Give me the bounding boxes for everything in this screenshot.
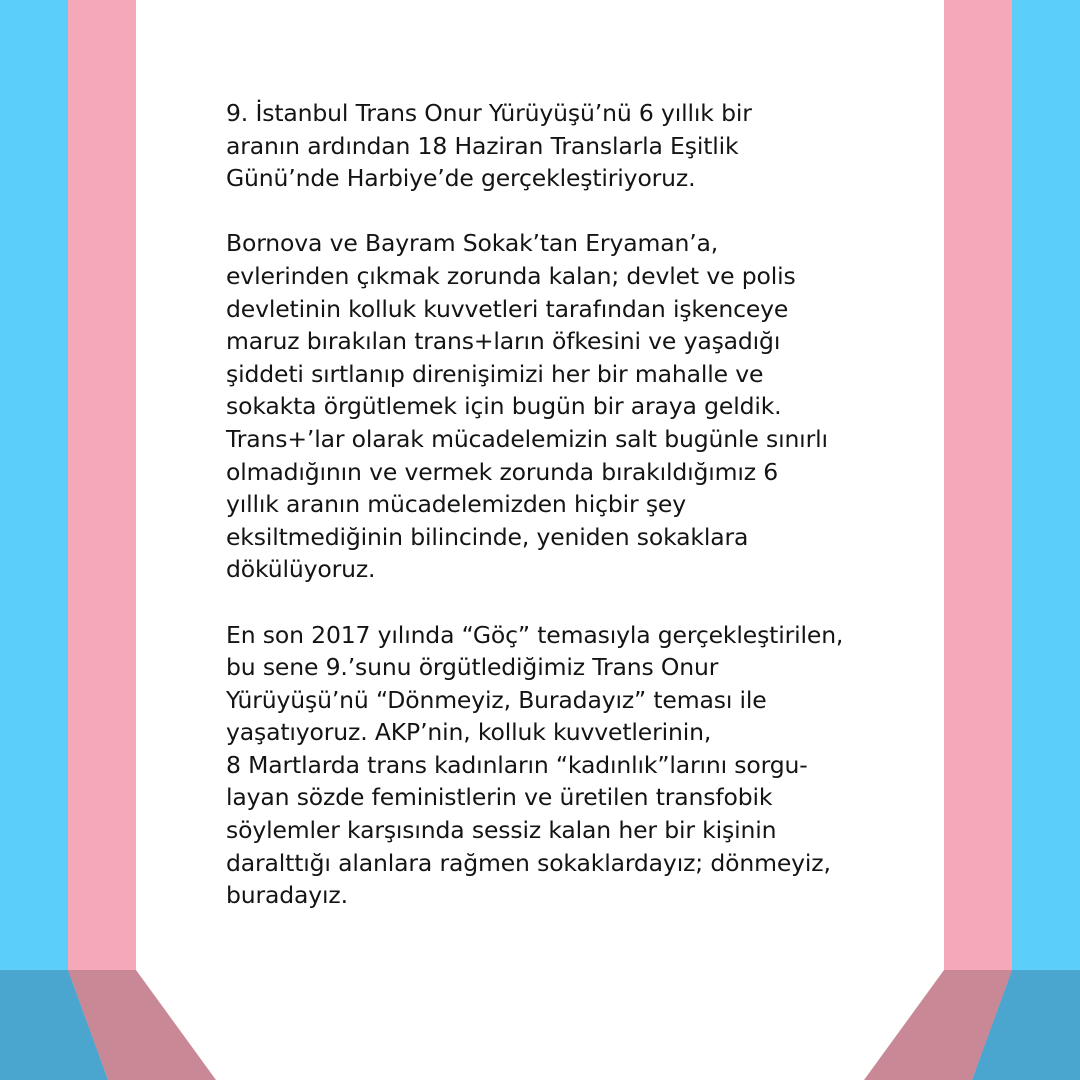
- paragraph-1: [226, 97, 906, 195]
- text-line: Yürüyüşü’nü “Dönmeyiz, Buradayız” teması ile: [226, 685, 767, 714]
- pink-stripe-left: [68, 0, 136, 1080]
- text-line: 9. İstanbul Trans Onur Yürüyüşü’nü 6 yıllık bir: [226, 99, 752, 127]
- text-line: şiddeti sırtlanıp direnişimizi her bir mahalle ve: [226, 359, 764, 388]
- text-line: layan sözde feministlerin ve üretilen transfobik: [226, 783, 773, 812]
- text-line: maruz bırakılan trans+ların öfkesini ve yaşadığı: [226, 327, 781, 356]
- text-line: aranın ardından 18 Haziran Translarla Eşitlik: [226, 131, 739, 160]
- paragraph-3: [226, 619, 906, 912]
- text-line: daralttığı alanlara rağmen sokaklardayız; dönmeyiz,: [226, 848, 831, 877]
- text-line: yıllık aranın mücadelemizden hiçbir şey: [226, 490, 686, 519]
- text-line: evlerinden çıkmak zorunda kalan; devlet ve polis: [226, 261, 796, 290]
- pink-stripe-right: [944, 0, 1012, 1080]
- text-line: bu sene 9.’sunu örgütlediğimiz Trans Onur: [226, 653, 719, 682]
- blue-stripe-right: [1012, 0, 1080, 1080]
- text-line: yaşatıyoruz. AKP’nin, kolluk kuvvetlerinin,: [226, 718, 712, 747]
- paragraph-2: [226, 227, 906, 586]
- text-line: dökülüyoruz.: [226, 555, 376, 584]
- text-line: 8 Martlarda trans kadınların “kadınlık”larını sorgu-: [226, 750, 808, 779]
- text-line: eksiltmediğinin bilincinde, yeniden sokaklara: [226, 522, 749, 551]
- text-line: buradayız.: [226, 881, 348, 910]
- statement-text: [226, 97, 906, 944]
- text-line: Günü’nde Harbiye’de gerçekleştiriyoruz.: [226, 164, 696, 193]
- text-line: Trans+’lar olarak mücadelemizin salt bugünle sınırlı: [226, 424, 828, 453]
- text-line: söylemler karşısında sessiz kalan her bir kişinin: [226, 816, 777, 845]
- blue-stripe-left: [0, 0, 68, 1080]
- text-line: olmadığının ve vermek zorunda bırakıldığımız 6: [226, 457, 779, 486]
- text-line: Bornova ve Bayram Sokak’tan Eryaman’a,: [226, 229, 719, 258]
- text-line: devletinin kolluk kuvvetleri tarafından işkenceye: [226, 294, 789, 323]
- text-line: En son 2017 yılında “Göç” temasıyla gerçekleştirilen,: [226, 620, 844, 649]
- text-line: sokakta örgütlemek için bugün bir araya geldik.: [226, 392, 782, 421]
